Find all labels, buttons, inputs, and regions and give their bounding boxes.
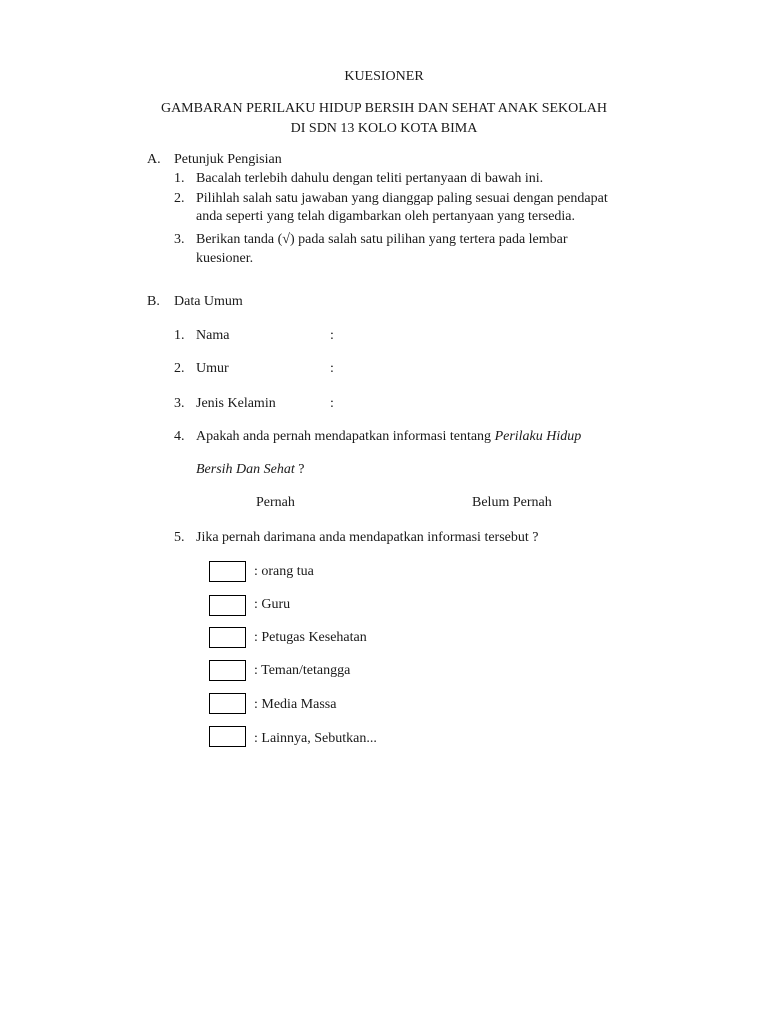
question-4-number: 4. xyxy=(174,429,185,444)
option-orang-tua-label: : orang tua xyxy=(254,564,314,579)
instruction-2-text-line2: anda seperti yang telah digambarkan oleh pertanyaan yang tersedia. xyxy=(196,209,576,224)
question-4-italic-1: Perilaku Hidup xyxy=(494,429,582,444)
option-media-massa-label: : Media Massa xyxy=(254,697,337,712)
option-lainnya-label: : Lainnya, Sebutkan... xyxy=(254,731,377,746)
instruction-2-number: 2. xyxy=(174,191,185,206)
field-name-label: Nama xyxy=(196,328,230,343)
field-1-number: 1. xyxy=(174,328,185,343)
document-title: KUESIONER xyxy=(344,69,424,84)
checkbox-orang-tua[interactable] xyxy=(209,561,246,582)
field-name-colon: : xyxy=(330,328,334,343)
field-gender-label: Jenis Kelamin xyxy=(196,396,276,411)
option-teman-tetangga-label: : Teman/tetangga xyxy=(254,663,351,678)
field-gender-colon: : xyxy=(330,396,334,411)
checkbox-lainnya[interactable] xyxy=(209,726,246,747)
checkbox-media-massa[interactable] xyxy=(209,693,246,714)
section-b-heading: Data Umum xyxy=(174,294,243,309)
instruction-1-text: Bacalah terlebih dahulu dengan teliti pertanyaan di bawah ini. xyxy=(196,171,544,186)
question-5-number: 5. xyxy=(174,530,185,545)
question-4-text xyxy=(196,428,581,446)
option-petugas-kesehatan-label: : Petugas Kesehatan xyxy=(254,630,367,645)
instruction-1-number: 1. xyxy=(174,171,185,186)
section-a-heading: Petunjuk Pengisian xyxy=(174,152,282,167)
instruction-3-text-line2: kuesioner. xyxy=(196,251,254,266)
field-2-number: 2. xyxy=(174,361,185,376)
field-age-colon: : xyxy=(330,361,334,376)
section-b-letter: B. xyxy=(147,294,160,309)
checkbox-petugas-kesehatan[interactable] xyxy=(209,627,246,648)
instruction-3-number: 3. xyxy=(174,232,185,247)
field-age-label: Umur xyxy=(196,361,229,376)
option-pernah[interactable]: Pernah xyxy=(256,495,295,510)
question-4-italic-2: Bersih Dan Sehat xyxy=(196,462,295,477)
instruction-3-text-line1: Berikan tanda (√) pada salah satu pilihan yang tertera pada lembar xyxy=(196,232,568,247)
checkbox-teman-tetangga[interactable] xyxy=(209,660,246,681)
section-a-letter: A. xyxy=(147,152,161,167)
question-4-suffix: ? xyxy=(294,462,305,477)
instruction-2-text-line1: Pilihlah salah satu jawaban yang dianggap paling sesuai dengan pendapat xyxy=(196,191,608,206)
checkbox-guru[interactable] xyxy=(209,595,246,616)
field-3-number: 3. xyxy=(174,396,185,411)
question-4-text-line2 xyxy=(196,461,304,479)
document-subtitle-line1: GAMBARAN PERILAKU HIDUP BERSIH DAN SEHAT ANAK SEKOLAH xyxy=(160,101,608,116)
document-subtitle-line2: DI SDN 13 KOLO KOTA BIMA xyxy=(290,121,478,136)
option-belum-pernah[interactable]: Belum Pernah xyxy=(472,495,552,510)
question-5-text: Jika pernah darimana anda mendapatkan informasi tersebut ? xyxy=(196,530,539,545)
question-4-text-plain: Apakah anda pernah mendapatkan informasi tentang xyxy=(196,429,495,444)
option-guru-label: : Guru xyxy=(254,597,291,612)
